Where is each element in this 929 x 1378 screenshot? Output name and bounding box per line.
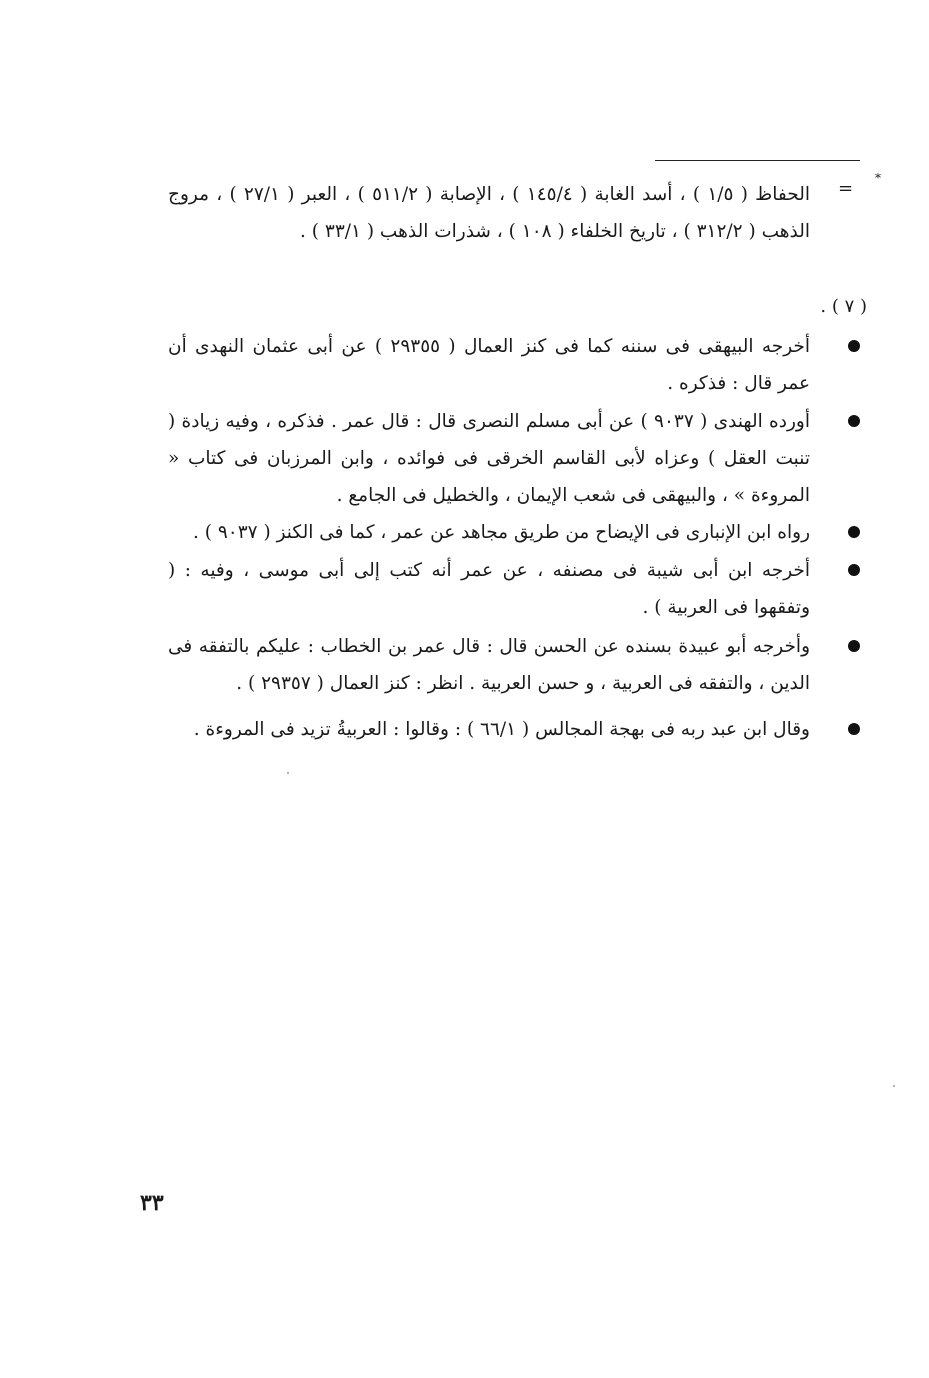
list-item-text: وقال ابن عبد ربه فى بهجة المجالس ( ٦٦/١ ) : وقالوا : العربيةُ تزيد فى المروءة . (193, 719, 810, 740)
bullet-icon (848, 415, 860, 427)
list-item-text: أخرجه ابن أبى شيبة فى مصنفه ، عن عمر أنه كتب إلى أبى موسى ، وفيه : ( وتفقهوا فى العربية ) . (168, 560, 810, 618)
footnote-star-mark: * (875, 171, 881, 185)
paper-speck (287, 772, 289, 774)
list-item (168, 514, 810, 551)
page-number: ٣٣ (140, 1190, 164, 1216)
list-item (168, 403, 810, 514)
list-item (168, 628, 810, 702)
paper-speck (893, 1085, 895, 1087)
list-item (168, 711, 810, 748)
bullet-icon (848, 723, 860, 735)
footnote-separator-rule (655, 160, 860, 161)
note-number: ( ٧ ) . (820, 296, 867, 317)
list-item-text: رواه ابن الإنبارى فى الإيضاح من طريق مجاهد عن عمر ، كما فى الكنز ( ٩٠٣٧ ) . (193, 522, 810, 543)
footnote-continuation-text: الحفاظ ( ١/٥ ) ، أسد الغابة ( ١٤٥/٤ ) ، الإصابة ( ٥١١/٢ ) ، العبر ( ٢٧/١ ) ، مروج الذهب ( ٣١٢/٢ ) ، تاريخ الخلفاء ( ١٠٨ ) ، شذرات الذهب ( ٣٣/١ ) . (168, 184, 810, 242)
list-item-text: أورده الهندى ( ٩٠٣٧ ) عن أبى مسلم النصرى قال : قال عمر . فذكره ، وفيه زيادة ( تنبت العقل ) وعزاه لأبى القاسم الخرقى فى فوائده ، وابن المرزبان فى كتاب « المروءة » ، والبيهقى فى شعب الإيمان ، والخطيل فى الجامع . (168, 411, 810, 506)
bullet-icon (848, 340, 860, 352)
list-item-text: أخرجه البيهقى فى سننه كما فى كنز العمال ( ٢٩٣٥٥ ) عن أبى عثمان النهدى أن عمر قال : فذكره . (168, 336, 810, 394)
list-item (168, 552, 810, 626)
list-item-text: وأخرجه أبو عبيدة بسنده عن الحسن قال : قال عمر بن الخطاب : عليكم بالتفقه فى الدين ، والتفقه فى العربية ، و حسن العربية . انظر : كنز العمال ( ٢٩٣٥٧ ) . (168, 636, 810, 694)
bullet-icon (848, 526, 860, 538)
continuation-marker: = (838, 178, 854, 199)
bullet-icon (848, 564, 860, 576)
list-item (168, 328, 810, 402)
bullet-icon (848, 640, 860, 652)
